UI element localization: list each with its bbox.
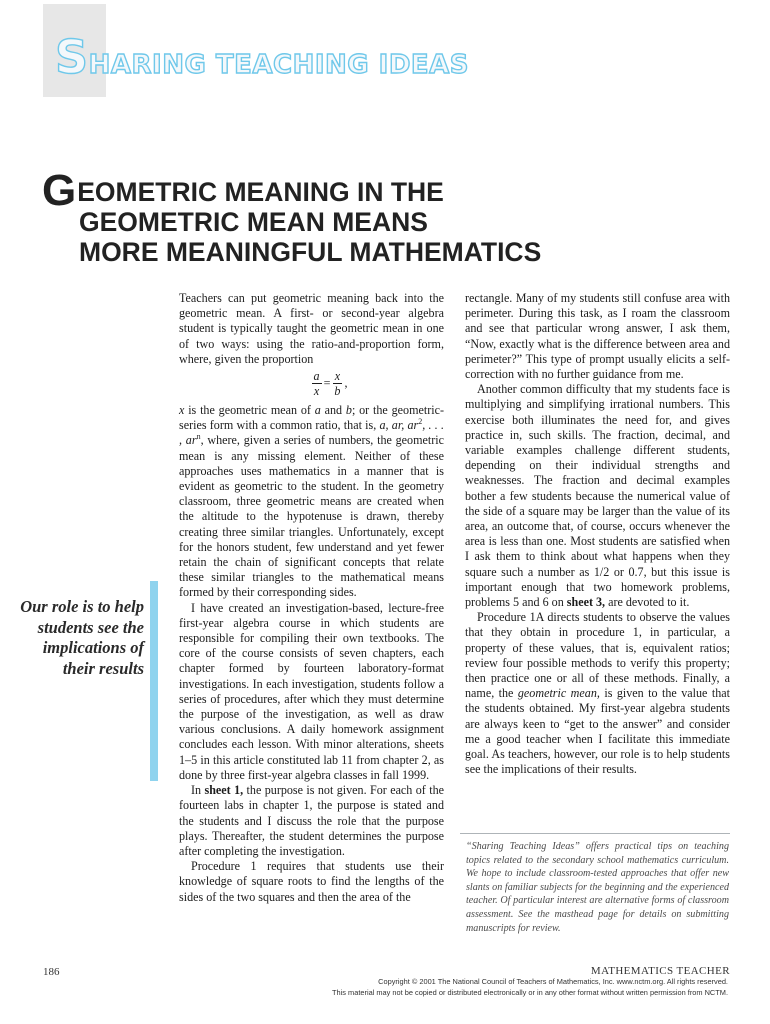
text-span: Procedure 1A directs students to observe the values that they obtain in procedure 1, in particular, a property of these values, that is, equivalent ratios; review four possible methods to verify this property; then practice one or all of these methods. Finally, a name, the	[465, 610, 730, 701]
text-span: is given to the value that the students obtained. My first-year algebra students are always keen to “get to the answer” and consider me a good teacher when I facilitate this immediate goal. As teachers, however, our role is to help students see the implications of their results.	[465, 686, 730, 777]
text-span: is the geometric mean of	[184, 403, 315, 418]
copyright-notice	[230, 977, 728, 998]
fraction-x-over-b	[332, 370, 342, 398]
masthead	[43, 4, 563, 99]
proportion-formula	[179, 367, 444, 403]
page-number: 186	[43, 966, 60, 978]
right-column	[465, 291, 730, 778]
article-title	[42, 166, 542, 267]
article-title-line-2: GEOMETRIC MEAN MEANS	[79, 207, 428, 237]
pull-quote: Our role is to help students see the implications of their results	[20, 597, 144, 678]
text-span: Another common difficulty that my students face is multiplying and simplifying irrational numbers. This exercise both illuminates the need for, and gives practice in, such skills. The fraction, decimal, and variable examples challenge different students, depending on their individual strengths and weaknesses. The fraction and decimal examples bother a few students because the numerical value of the side of a square may be larger than the value of its area, an outcome that, of course, occurs whenever the area is less than one. Most students are satisfied when I ask them to think about what happens when they square such a number as 1/2 or 0.7, but this issue is important enough that two homework problems, problems 5 and 6 on	[465, 382, 730, 610]
paragraph-procedure-1a	[465, 610, 730, 777]
paragraph-irrational-numbers	[465, 382, 730, 610]
fraction-denominator-x: x	[313, 384, 320, 399]
article-title-line-1-text: EOMETRIC MEANING IN THE	[77, 177, 444, 207]
sheet-3-reference: sheet 3,	[566, 595, 606, 610]
copyright-line-1: Copyright © 2001 The National Council of Teachers of Mathematics, Inc. www.nctm.org. All rights reserved.	[378, 977, 728, 986]
text-span: the purpose is not given. For each of the fourteen labs in chapter 1, the purpose is stated and the students and I discuss the role that the purpose plays. Thereafter, the student determines the purpose after completing the investigation.	[179, 783, 444, 858]
masthead-title	[55, 30, 469, 84]
formula-comma: ,	[344, 376, 348, 391]
paragraph-procedure-1: Procedure 1 requires that students use their knowledge of square roots to find the lengths of the sides of the two squares and then the area of the	[179, 859, 444, 904]
left-column	[179, 291, 444, 905]
article-title-line-3: MORE MEANINGFUL MATHEMATICS	[79, 237, 542, 267]
var-a: a	[314, 403, 321, 418]
series-terms-end: , . . . , ar	[179, 418, 444, 448]
fraction-denominator-b: b	[334, 384, 341, 399]
superscript-2: 2	[418, 417, 423, 427]
paragraph-intro: Teachers can put geometric meaning back into the geometric mean. A first- or second-year algebra student is typically taught the geometric mean in one of two ways: using the ratio-and-proportion form, where, given the proportion	[179, 291, 444, 366]
article-title-dropcap: G	[42, 166, 77, 215]
var-b: b	[345, 403, 352, 418]
sheet-1-reference: sheet 1,	[204, 783, 244, 798]
masthead-title-rest: HARING TEACHING IDEAS	[88, 50, 470, 80]
copyright-line-2: This material may not be copied or distributed electronically or in any other format without written permission from NCTM.	[332, 987, 728, 997]
pull-quote-bar	[150, 581, 158, 781]
equals-sign: =	[323, 376, 331, 391]
series-terms: a, ar, ar	[379, 418, 419, 433]
article-title-line-1	[42, 166, 541, 215]
text-span: ; or the geometric-series form with a common ratio, that is,	[179, 403, 444, 433]
fraction-a-over-x	[312, 370, 322, 398]
fraction-numerator-a: a	[313, 369, 320, 384]
text-span: In	[191, 783, 205, 798]
department-note: “Sharing Teaching Ideas” offers practical tips on teaching topics related to the secondary school mathematics curriculum. We hope to include classroom-tested approaches that offer new slants on familiar subjects for the beginning and the experienced teacher. Of particular interest are alternative forms of classroom assessment. See the masthead page for details on submitting manuscripts for review.	[466, 841, 729, 934]
masthead-initial: S	[55, 30, 89, 84]
journal-name: MATHEMATICS TEACHER	[590, 965, 730, 977]
geometric-mean-term: geometric mean,	[517, 686, 600, 701]
paragraph-area-perimeter: rectangle. Many of my students still confuse area with perimeter. During this task, as I roam the classroom and see that particular wrong answer, I ask them, “Now, exactly what is the difference between area and perimeter?” This type of prompt usually elicits a self-correction with no further guidance from me.	[465, 291, 730, 382]
paragraph-sheet-1	[179, 783, 444, 859]
fraction-numerator-x: x	[334, 369, 341, 384]
note-divider	[460, 833, 730, 834]
paragraph-geometric-mean-definition	[179, 403, 444, 601]
text-span: and	[320, 403, 346, 418]
superscript-n: n	[196, 432, 201, 442]
paragraph-course-description: I have created an investigation-based, lecture-free first-year algebra course in which students are responsible for compiling their own textbooks. The core of the course consists of seven chapters, each chapter formed by fourteen laboratory-format investigations. In each investigation, students follow a series of procedures, after which they must determine the purpose of the investigation, as well as draw various conclusions. A daily homework assignment concludes each lesson. With minor alterations, sheets 1–5 in this article constituted lab 11 from chapter 2, as done by three first-year algebra classes in fall 1999.	[179, 600, 444, 782]
text-span: , where, given a series of numbers, the geometric mean is any missing element. Neither of these approaches uses mathematics in a manner that is evident as geometric to the student. In the geometry classroom, three geometric means are created when the altitude to the hypotenuse is drawn, thereby creating three similar triangles. Unfortunately, except for the honors student, few understand and yet fewer retain the chain of significant concepts that relate these similar triangles to the mathematical means formed by their corresponding sides.	[179, 433, 444, 600]
var-x: x	[179, 403, 185, 418]
text-span: are devoted to it.	[605, 595, 690, 610]
